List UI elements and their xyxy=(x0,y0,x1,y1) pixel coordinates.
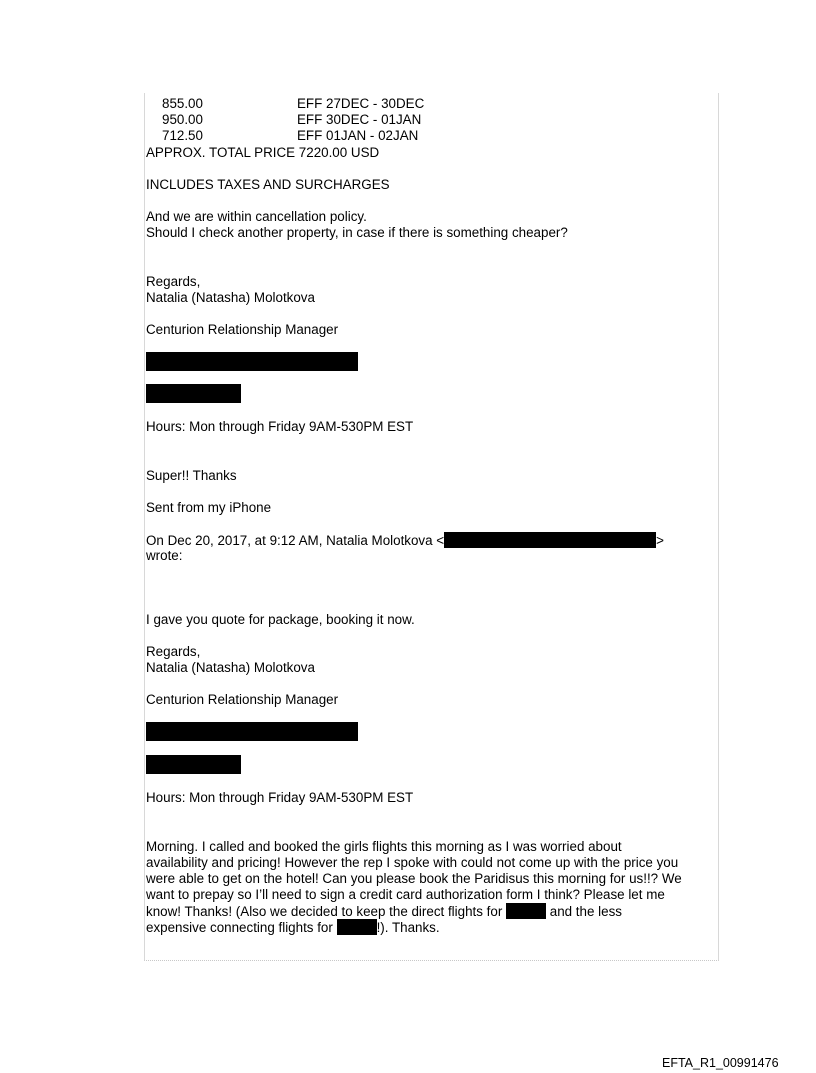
morning-line-5-a: know! Thanks! (Also we decided to keep the direct flights for xyxy=(146,904,503,919)
redacted-email xyxy=(444,532,656,548)
sig1-name: Natalia (Natasha) Molotkova xyxy=(146,290,315,305)
sig2-hours: Hours: Mon through Friday 9AM-530PM EST xyxy=(146,790,414,805)
sent-from-iphone: Sent from my iPhone xyxy=(146,500,272,515)
redaction-block xyxy=(146,722,358,741)
cancellation-line-1: And we are within cancellation policy. xyxy=(146,209,367,224)
sig1-regards: Regards, xyxy=(146,274,201,289)
quote-header-wrote: wrote: xyxy=(146,548,183,563)
redaction-block xyxy=(146,384,241,403)
morning-line-2: availability and pricing! However the rep I spoke with could not come up with the price you xyxy=(146,855,679,870)
morning-line-6-a: expensive connecting flights for xyxy=(146,920,333,935)
includes-taxes: INCLUDES TAXES AND SURCHARGES xyxy=(146,177,390,192)
morning-line-5 xyxy=(146,903,622,920)
reply-super: Super!! Thanks xyxy=(146,468,237,483)
rate-effective-2: EFF 30DEC - 01JAN xyxy=(297,112,422,127)
morning-line-6-b: !). Thanks. xyxy=(376,920,440,935)
sig1-hours: Hours: Mon through Friday 9AM-530PM EST xyxy=(146,419,414,434)
redaction-block xyxy=(146,352,358,371)
sig2-regards: Regards, xyxy=(146,644,201,659)
rate-amount-1: 855.00 xyxy=(162,96,203,111)
morning-line-3: were able to get on the hotel! Can you please book the Paridisus this morning for us!!? We xyxy=(146,871,682,886)
cancellation-line-2: Should I check another property, in case if there is something cheaper? xyxy=(146,225,568,240)
morning-line-6 xyxy=(146,919,440,936)
redacted-name xyxy=(337,919,377,935)
quote-header-suffix: > xyxy=(656,533,664,548)
morning-line-4: want to prepay so I’ll need to sign a credit card authorization form I think? Please let me xyxy=(146,887,665,902)
quote-message: I gave you quote for package, booking it now. xyxy=(146,612,415,627)
sig2-title: Centurion Relationship Manager xyxy=(146,692,339,707)
redacted-name xyxy=(506,903,546,919)
sig2-name: Natalia (Natasha) Molotkova xyxy=(146,660,315,675)
redaction-block xyxy=(146,755,241,774)
sig1-title: Centurion Relationship Manager xyxy=(146,322,339,337)
total-price: APPROX. TOTAL PRICE 7220.00 USD xyxy=(146,145,380,160)
morning-line-5-b: and the less xyxy=(549,904,622,919)
morning-line-1: Morning. I called and booked the girls flights this morning as I was worried about xyxy=(146,839,622,854)
quote-header-prefix: On Dec 20, 2017, at 9:12 AM, Natalia Molotkova < xyxy=(146,533,445,548)
document-id-footer: EFTA_R1_00991476 xyxy=(662,1056,779,1070)
rate-effective-3: EFF 01JAN - 02JAN xyxy=(297,128,419,143)
quote-header xyxy=(146,532,664,549)
rate-amount-3: 712.50 xyxy=(162,128,203,143)
rate-effective-1: EFF 27DEC - 30DEC xyxy=(297,96,425,111)
rate-amount-2: 950.00 xyxy=(162,112,203,127)
